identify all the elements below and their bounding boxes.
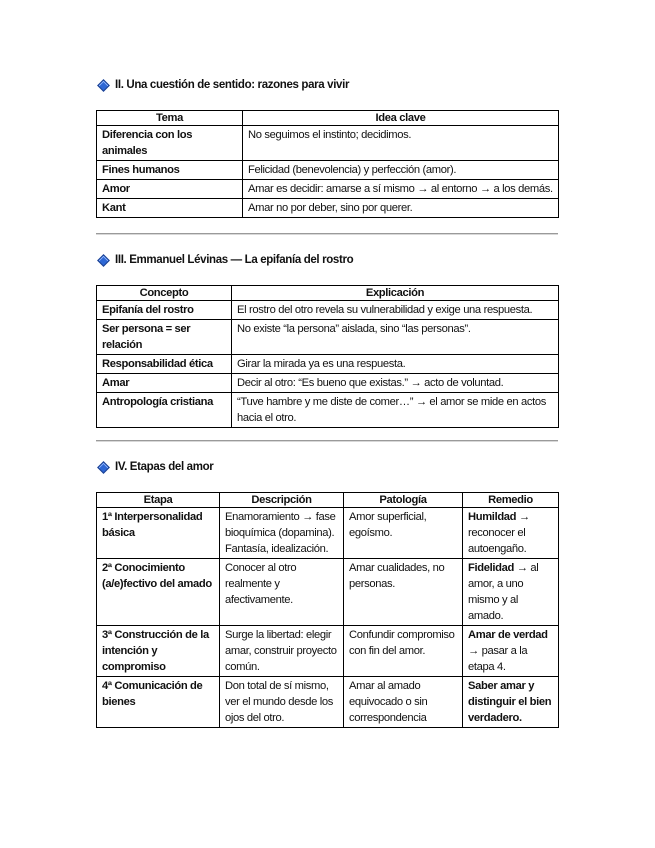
table-cell-explicacion: “Tuve hambre y me diste de comer…” → el amor se mide en actos hacia el otro. [232,393,559,428]
table-etapas [96,492,559,728]
table-cell-concepto: Amar [97,374,232,393]
table-temas [96,110,559,218]
remedio-keyword: Saber amar y distinguir el bien verdadero. [468,680,552,724]
diamond-bullet-icon [97,461,110,474]
table-header-row [97,111,559,126]
remedio-keyword: Humildad [468,511,517,523]
column-header: Descripción [220,493,344,508]
column-header: Patología [344,493,463,508]
remedio-text: → reconocer el autoengaño. [468,511,530,555]
table-row [97,161,559,180]
table-row [97,301,559,320]
column-header: Etapa [97,493,220,508]
table-row [97,199,559,218]
table-cell-concepto: Ser persona = ser relación [97,320,232,355]
column-header: Remedio [463,493,559,508]
table-cell-descripcion: Don total de sí mismo, ver el mundo desde los ojos del otro. [220,677,344,728]
section-title: III. Emmanuel Lévinas — La epifanía del rostro [115,254,354,266]
table-conceptos [96,285,559,428]
section-heading-3 [98,254,353,266]
column-header: Idea clave [243,111,559,126]
table-header-row [97,286,559,301]
table-row [97,180,559,199]
table-cell-patologia: Amor superficial, egoísmo. [344,508,463,559]
table-row [97,559,559,626]
section-heading-4 [98,461,213,473]
diamond-bullet-icon [97,254,110,267]
table-cell-idea: No seguimos el instinto; decidimos. [243,126,559,161]
section-heading-2 [98,79,349,91]
table-cell-tema: Amor [97,180,243,199]
remedio-text: → pasar a la etapa 4. [468,645,528,673]
table-cell-idea: Amar no por deber, sino por querer. [243,199,559,218]
table-cell-tema: Diferencia con los animales [97,126,243,161]
table-cell-patologia: Amar cualidades, no personas. [344,559,463,626]
column-header: Concepto [97,286,232,301]
table-row [97,626,559,677]
table-cell-patologia: Amar al amado equivocado o sin correspondencia [344,677,463,728]
table-cell-explicacion: Decir al otro: “Es bueno que existas.” → acto de voluntad. [232,374,559,393]
table-cell-etapa: 3ª Construcción de la intención y compromiso [97,626,220,677]
table-cell-etapa: 4ª Comunicación de bienes [97,677,220,728]
section-title: II. Una cuestión de sentido: razones para vivir [115,79,350,91]
table-row [97,374,559,393]
table-cell-idea: Felicidad (benevolencia) y perfección (amor). [243,161,559,180]
table-cell-concepto: Antropología cristiana [97,393,232,428]
table-row [97,126,559,161]
remedio-text: → al amor, a uno mismo y al amado. [468,562,539,622]
table-cell-etapa: 2ª Conocimiento (a/e)fectivo del amado [97,559,220,626]
section-title: IV. Etapas del amor [115,461,214,473]
table-cell-descripcion: Conocer al otro realmente y afectivamente. [220,559,344,626]
diamond-bullet-icon [97,79,110,92]
table-cell-tema: Fines humanos [97,161,243,180]
table-cell-explicacion: No existe “la persona” aislada, sino “las personas”. [232,320,559,355]
table-cell-patologia: Confundir compromiso con fin del amor. [344,626,463,677]
column-header: Tema [97,111,243,126]
table-cell-concepto: Epifanía del rostro [97,301,232,320]
table-row [97,393,559,428]
table-cell-etapa: 1ª Interpersonalidad básica [97,508,220,559]
table-cell-remedio [463,508,559,559]
table-cell-descripcion: Surge la libertad: elegir amar, construir proyecto común. [220,626,344,677]
section-divider [96,233,558,235]
table-row [97,355,559,374]
table-row [97,320,559,355]
table-cell-tema: Kant [97,199,243,218]
section-divider [96,440,558,442]
column-header: Explicación [232,286,559,301]
table-header-row [97,493,559,508]
remedio-keyword: Fidelidad [468,562,514,574]
table-cell-remedio [463,626,559,677]
table-cell-descripcion: Enamoramiento → fase bioquímica (dopamina). Fantasía, idealización. [220,508,344,559]
remedio-keyword: Amar de verdad [468,629,548,641]
table-row [97,508,559,559]
table-cell-remedio [463,677,559,728]
table-cell-explicacion: El rostro del otro revela su vulnerabilidad y exige una respuesta. [232,301,559,320]
table-cell-concepto: Responsabilidad ética [97,355,232,374]
table-cell-explicacion: Girar la mirada ya es una respuesta. [232,355,559,374]
table-cell-remedio [463,559,559,626]
table-row [97,677,559,728]
table-cell-idea: Amar es decidir: amarse a sí mismo → al entorno → a los demás. [243,180,559,199]
